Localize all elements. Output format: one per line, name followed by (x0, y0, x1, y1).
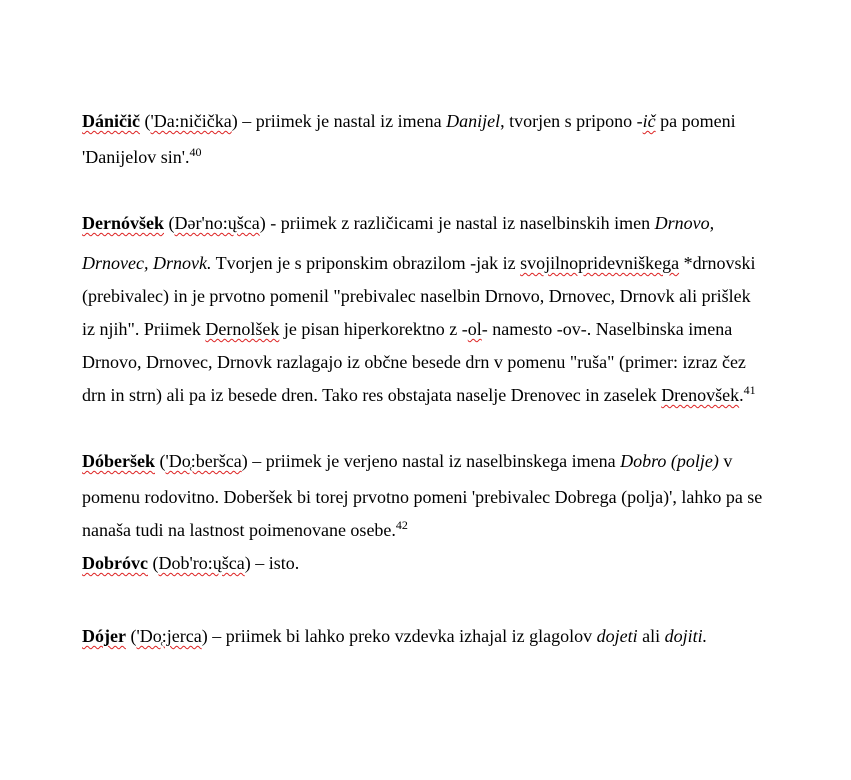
text-run: 'Do̜:beršca (165, 451, 242, 471)
text-run: ( (164, 213, 175, 233)
text-run: Dob'ro:ųšca (158, 553, 245, 573)
text-run: Dər'no:ųšca (174, 213, 260, 233)
text-run: ( (155, 451, 166, 471)
text-run: Drnovec, Drnovk. (82, 253, 212, 273)
text-run: - (636, 111, 643, 131)
text-run: iz njih". Priimek (82, 319, 206, 339)
text-run: 'Da:ničička (150, 111, 232, 131)
text-run: Drnovo, Drnovec, Drnovk razlagajo iz občne besede drn v pomenu "ruša" (primer: izraz čez (82, 352, 746, 372)
footnote-ref: 41 (743, 383, 756, 397)
text-line (82, 285, 751, 307)
text-run: Drenovšek (661, 385, 740, 405)
text-line (82, 519, 408, 541)
text-run: Dobro (polje) (620, 451, 719, 471)
text-run: 'Do̜:jerca (136, 626, 202, 646)
text-line (82, 318, 732, 340)
text-run: Dernolšek (205, 319, 280, 339)
text-run: ) – priimek je nastal iz imena (231, 111, 447, 131)
text-run: dojiti. (664, 626, 708, 646)
text-run: je pisan hiperkorektno z - (279, 319, 468, 339)
text-run: ( (148, 553, 159, 573)
text-run: ) - priimek z različicami je nastal iz naselbinskih imen (259, 213, 655, 233)
text-run: ali (637, 626, 665, 646)
headword: Dernóvšek (82, 213, 164, 233)
text-line (82, 351, 746, 373)
text-line (82, 146, 201, 168)
text-run: ol (467, 319, 482, 339)
headword: Dóberšek (82, 451, 155, 471)
text-run: , tvorjen s pripono (500, 111, 637, 131)
text-run: nanaša tudi na lastnost poimenovane osebe. (82, 520, 396, 540)
text-run: dojeti (596, 626, 638, 646)
text-line (82, 384, 756, 406)
text-run: v (718, 451, 733, 471)
footnote-ref: 40 (189, 145, 202, 159)
text-line (82, 552, 299, 574)
text-run: (prebivalec) in je prvotno pomenil "prebivalec naselbin Drnovo, Drnovec, Drnovk ali prišlek (82, 286, 751, 306)
text-run: 'Danijelov sin'. (82, 147, 190, 167)
text-line (82, 450, 732, 472)
text-run: ) – isto. (244, 553, 300, 573)
text-line (82, 212, 714, 234)
headword: Dáničič (82, 111, 140, 131)
text-run: *drnovski (679, 253, 756, 273)
headword: Dójer (82, 626, 126, 646)
footnote-ref: 42 (395, 518, 408, 532)
headword: Dobróvc (82, 553, 148, 573)
text-run: Drnovo, (654, 213, 715, 233)
text-run: ) – priimek bi lahko preko vzdevka izhajal iz glagolov (201, 626, 597, 646)
text-line (82, 486, 762, 508)
text-run: Danijel (446, 111, 501, 131)
text-run: pa pomeni (655, 111, 736, 131)
text-line (82, 110, 736, 132)
text-run: Tvorjen je s priponskim obrazilom -jak iz (211, 253, 521, 273)
text-run: ) – priimek je verjeno nastal iz naselbinskega imena (241, 451, 621, 471)
text-run: - namesto -ov-. Naselbinska imena (481, 319, 733, 339)
text-run: ( (125, 626, 137, 646)
text-line (82, 252, 756, 274)
text-run: svojilnopridevniškega (520, 253, 680, 273)
text-run: . (739, 385, 744, 405)
text-run: pomenu rodovitno. Doberšek bi torej prvotno pomeni 'prebivalec Dobrega (polja)', lahko pa se (82, 487, 763, 507)
text-run: ( (140, 111, 151, 131)
text-run: ič (642, 111, 656, 131)
text-line (82, 625, 707, 647)
text-run: drn in strn) ali pa iz besede dren. Tako res obstajata naselje Drenovec in zaselek (82, 385, 662, 405)
